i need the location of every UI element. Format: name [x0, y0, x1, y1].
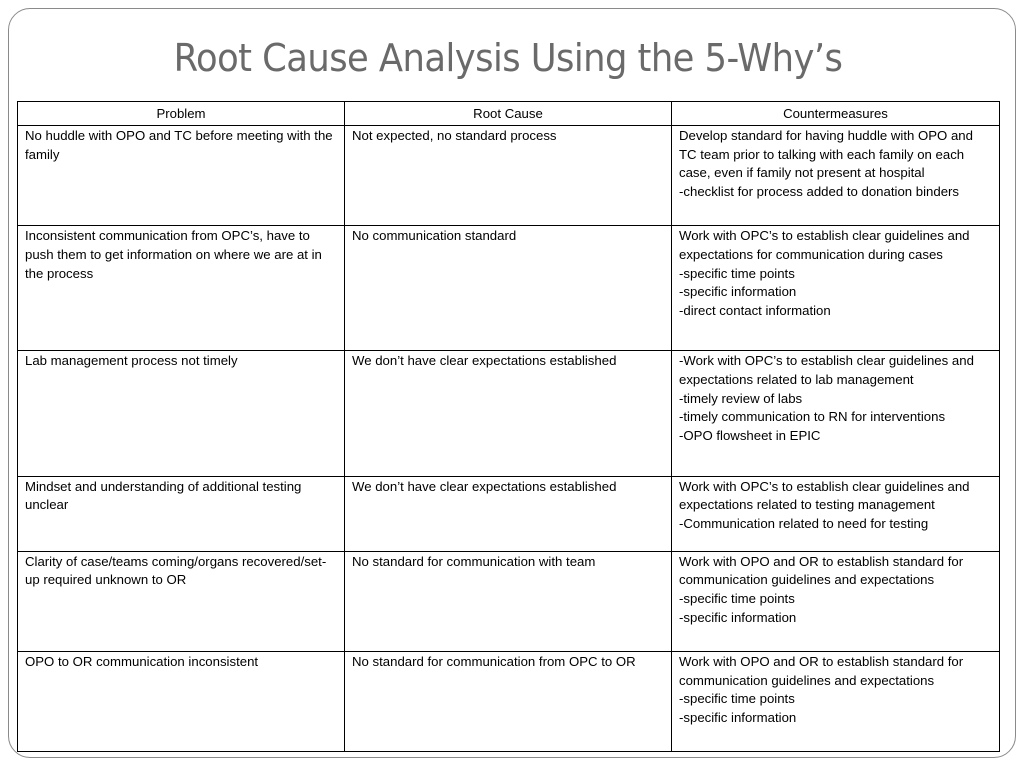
countermeasure-line: -specific time points — [679, 691, 795, 707]
countermeasure-line: Develop standard for having huddle with OPO and TC team prior to talking with each family on each case, even if family not present at hospital — [679, 128, 973, 181]
problem-cell: OPO to OR communication inconsistent — [18, 651, 345, 751]
root-cause-cell: We don’t have clear expectations established — [345, 351, 672, 476]
countermeasures-cell — [672, 476, 1000, 551]
root-cause-table — [17, 101, 1000, 752]
header-root-cause: Root Cause — [345, 102, 672, 126]
countermeasure-line: -specific time points — [679, 265, 795, 281]
countermeasure-line: Work with OPO and OR to establish standard for communication guidelines and expectations — [679, 653, 964, 688]
problem-cell: Mindset and understanding of additional testing unclear — [18, 476, 345, 551]
table-row — [18, 351, 1000, 476]
countermeasure-line: -specific time points — [679, 591, 795, 607]
countermeasure-line: -Work with OPC’s to establish clear guidelines and expectations related to lab management — [679, 353, 974, 388]
problem-cell: No huddle with OPO and TC before meeting with the family — [18, 126, 345, 226]
countermeasure-line: -Communication related to need for testing — [679, 515, 929, 531]
countermeasure-line: -timely communication to RN for interventions — [679, 409, 946, 425]
countermeasure-line: -timely review of labs — [679, 390, 803, 406]
header-countermeasures: Countermeasures — [672, 102, 1000, 126]
table-header-row — [18, 102, 1000, 126]
countermeasures-cell — [672, 226, 1000, 351]
countermeasure-line: -direct contact information — [679, 302, 831, 318]
countermeasure-line: Work with OPC’s to establish clear guidelines and expectations related to testing management — [679, 478, 970, 513]
countermeasure-line: -specific information — [679, 609, 797, 625]
problem-cell: Inconsistent communication from OPC’s, have to push them to get information on where we are at in the process — [18, 226, 345, 351]
countermeasures-cell — [672, 651, 1000, 751]
table-row — [18, 226, 1000, 351]
slide-title: Root Cause Analysis Using the 5-Why’s — [173, 36, 843, 80]
countermeasure-line: -checklist for process added to donation binders — [679, 184, 960, 200]
countermeasures-cell — [672, 126, 1000, 226]
root-cause-cell: We don’t have clear expectations established — [345, 476, 672, 551]
root-cause-cell: Not expected, no standard process — [345, 126, 672, 226]
root-cause-cell: No standard for communication with team — [345, 551, 672, 651]
countermeasure-line: -OPO flowsheet in EPIC — [679, 428, 821, 444]
problem-cell: Clarity of case/teams coming/organs recovered/set-up required unknown to OR — [18, 551, 345, 651]
header-problem: Problem — [18, 102, 345, 126]
root-cause-cell: No communication standard — [345, 226, 672, 351]
table-row — [18, 551, 1000, 651]
countermeasure-line: -specific information — [679, 709, 797, 725]
table-row — [18, 651, 1000, 751]
table-row — [18, 126, 1000, 226]
problem-cell: Lab management process not timely — [18, 351, 345, 476]
countermeasure-line: Work with OPO and OR to establish standard for communication guidelines and expectations — [679, 553, 964, 588]
countermeasure-line: -specific information — [679, 284, 797, 300]
countermeasures-cell — [672, 351, 1000, 476]
root-cause-cell: No standard for communication from OPC to OR — [345, 651, 672, 751]
countermeasures-cell — [672, 551, 1000, 651]
table-row — [18, 476, 1000, 551]
countermeasure-line: Work with OPC’s to establish clear guidelines and expectations for communication during cases — [679, 228, 970, 262]
